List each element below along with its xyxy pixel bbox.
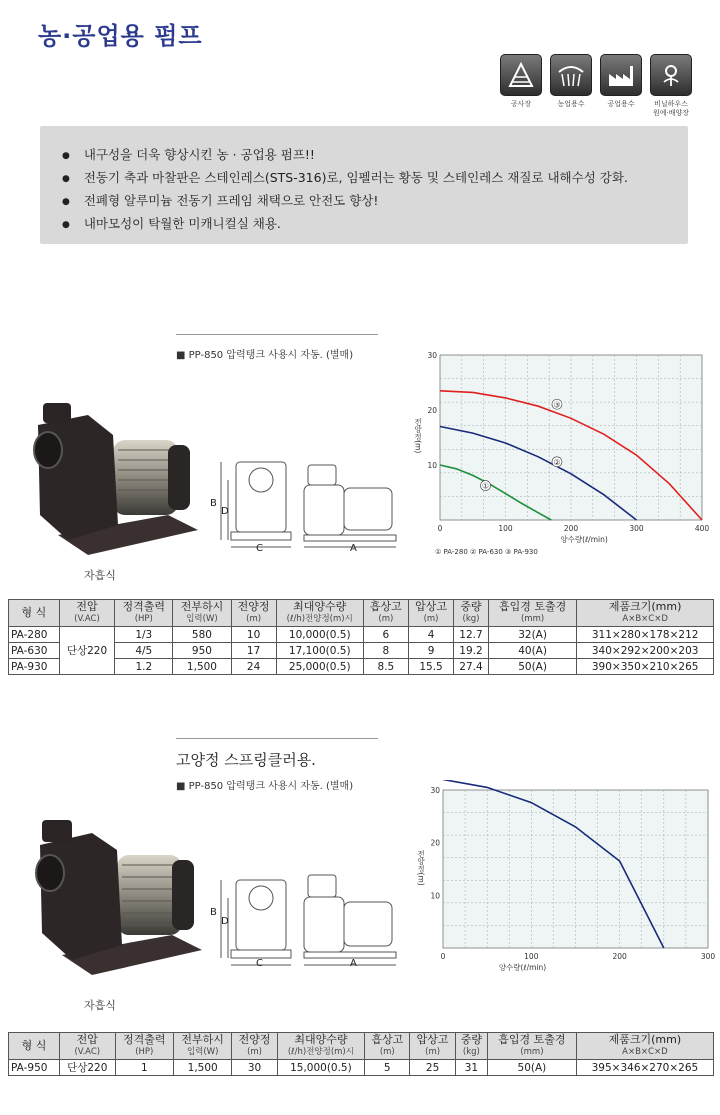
table-cell: 5 <box>365 1060 410 1076</box>
section-divider <box>176 334 378 335</box>
cell-voltage: 단상220 <box>59 627 114 675</box>
header-cell: 중량 (kg) <box>455 1033 487 1060</box>
table-cell: 32(A) <box>488 627 576 643</box>
cell-model: PA-280 <box>9 627 60 643</box>
category-farm-water <box>548 54 594 118</box>
greenhouse-plant-icon <box>650 54 692 96</box>
dim-label-b: B <box>210 498 217 509</box>
page-title: 농·공업용 펌프 <box>38 22 203 50</box>
table-cell: 25,000(0.5) <box>276 659 363 675</box>
pump-caption: 자흡식 <box>84 999 116 1012</box>
table-cell: 30 <box>232 1060 277 1076</box>
table-cell: 1 <box>115 1060 173 1076</box>
dim-label-c: C <box>256 543 263 554</box>
chart-legend: ① PA-280 ② PA-630 ③ PA-930 <box>435 548 538 556</box>
spec-table-2 <box>8 1032 714 1076</box>
y-axis-label: 전양정(m) <box>416 850 426 886</box>
x-tick-label: 200 <box>563 524 579 533</box>
feature-item: ● 전폐형 알루미늄 전동기 프레임 채택으로 안전도 향상! <box>62 190 688 213</box>
table-cell: 19.2 <box>454 643 489 659</box>
table-cell: 10,000(0.5) <box>276 627 363 643</box>
table-cell: 25 <box>410 1060 455 1076</box>
table-row <box>9 643 714 659</box>
header-cell: 제품크기(mm) A×B×C×D <box>576 1033 713 1060</box>
table-cell: 6 <box>363 627 408 643</box>
feature-item: ● 내마모성이 탁월한 미캐니컬실 채용. <box>62 213 688 236</box>
x-tick-label: 200 <box>612 952 627 961</box>
series-label: ③ <box>553 400 561 410</box>
pump-image <box>22 805 212 980</box>
dimension-drawing <box>206 860 416 975</box>
dim-label-d: D <box>221 506 229 517</box>
dim-label-d: D <box>221 916 229 927</box>
header-cell: 정격출력 (HP) <box>115 600 173 627</box>
section2-heading: 고양정 스프링클러용. <box>176 751 316 769</box>
header-cell: 최대양수량 (ℓ/h)전양정(m)시 <box>277 1033 364 1060</box>
category-label: 공사장 <box>510 100 532 108</box>
cell-model: PA-930 <box>9 659 60 675</box>
table-cell: 395×346×270×265 <box>576 1060 713 1076</box>
table-cell: 24 <box>231 659 276 675</box>
table-header-row <box>9 1033 714 1060</box>
table-cell: 40(A) <box>488 643 576 659</box>
table-cell: 15,000(0.5) <box>277 1060 364 1076</box>
header-cell: 흡입경 토출경 (mm) <box>488 600 576 627</box>
cell-model: PA-630 <box>9 643 60 659</box>
table-cell: 4 <box>408 627 453 643</box>
table-cell: 1,500 <box>173 1060 231 1076</box>
x-tick-label: 300 <box>629 524 644 533</box>
section-divider <box>176 738 378 739</box>
cell-model: PA-950 <box>9 1060 60 1076</box>
header-cell: 흡상고 (m) <box>365 1033 410 1060</box>
x-tick-label: 0 <box>440 952 446 961</box>
table-cell: 9 <box>408 643 453 659</box>
table-row <box>9 659 714 675</box>
table-row <box>9 627 714 643</box>
table-row <box>9 1060 714 1076</box>
category-icons <box>498 54 694 118</box>
x-tick-label: 300 <box>700 952 716 961</box>
performance-chart-2 <box>405 780 720 980</box>
section1-note: ■ PP-850 압력탱크 사용시 자동. (별매) <box>176 350 354 361</box>
cell-voltage: 단상220 <box>59 1060 115 1076</box>
category-label: 농업용수 <box>557 100 585 108</box>
y-tick-label: 30 <box>427 351 437 360</box>
header-cell: 전압 (V.AC) <box>59 600 114 627</box>
table-cell: 580 <box>173 627 231 643</box>
header-cell: 전양정 (m) <box>231 600 276 627</box>
table-cell: 950 <box>173 643 231 659</box>
pump-caption: 자흡식 <box>84 569 116 582</box>
spec-table-1 <box>8 599 714 675</box>
x-tick-label: 100 <box>498 524 513 533</box>
table-cell: 1,500 <box>173 659 231 675</box>
header-cell: 전부하시 입력(W) <box>173 600 231 627</box>
y-tick-label: 10 <box>430 891 440 901</box>
table-cell: 8.5 <box>363 659 408 675</box>
feature-item: ● 전동기 축과 마찰판은 스테인레스(STS-316)로, 임펠러는 황동 및 스테인레스 재질로 내해수성 강화. <box>62 167 688 190</box>
x-tick-label: 0 <box>437 524 443 533</box>
feature-list <box>40 126 688 236</box>
table-cell: 390×350×210×265 <box>577 659 714 675</box>
x-tick-label: 400 <box>694 524 710 533</box>
y-tick-label: 30 <box>430 786 440 795</box>
dimension-drawing <box>206 450 416 555</box>
table-cell: 340×292×200×203 <box>577 643 714 659</box>
header-cell: 정격출력 (HP) <box>115 1033 173 1060</box>
series-label: ① <box>481 481 490 491</box>
category-label: 비닐하우스 원예·배양장 <box>652 100 690 117</box>
feature-item: ● 내구성을 더욱 향상시킨 농 · 공업용 펌프!! <box>62 144 688 167</box>
header-cell: 제품크기(mm) A×B×C×D <box>577 600 714 627</box>
header-cell: 전압 (V.AC) <box>59 1033 115 1060</box>
header-cell: 최대양수량 (ℓ/h)전양정(m)시 <box>276 600 363 627</box>
header-cell: 전양정 (m) <box>232 1033 277 1060</box>
header-cell: 압상고 (m) <box>408 600 453 627</box>
table-cell: 17 <box>231 643 276 659</box>
table-cell: 50(A) <box>488 659 576 675</box>
feature-box <box>40 126 688 244</box>
y-axis-label: 전양정(m) <box>413 417 423 454</box>
performance-chart-1 <box>405 345 720 565</box>
table-cell: 311×280×178×212 <box>577 627 714 643</box>
pump-image <box>18 395 208 560</box>
header-cell: 형 식 <box>9 1033 60 1060</box>
x-tick-label: 100 <box>524 952 539 961</box>
table-cell: 1.2 <box>115 659 173 675</box>
x-axis-label: 양수량(ℓ/min) <box>498 963 547 972</box>
dim-label-a: A <box>350 543 357 554</box>
header-cell: 형 식 <box>9 600 60 627</box>
table-cell: 15.5 <box>408 659 453 675</box>
dim-label-a: A <box>350 958 357 969</box>
table-cell: 17,100(0.5) <box>276 643 363 659</box>
dim-label-c: C <box>256 958 263 969</box>
header-cell: 흡상고 (m) <box>363 600 408 627</box>
table-cell: 31 <box>455 1060 487 1076</box>
construction-icon <box>500 54 542 96</box>
table-cell: 1/3 <box>115 627 173 643</box>
category-industrial-water <box>598 54 644 118</box>
header-cell: 중량 (kg) <box>454 600 489 627</box>
plot-area <box>443 790 708 948</box>
table-cell: 12.7 <box>454 627 489 643</box>
section2-note: ■ PP-850 압력탱크 사용시 자동. (별매) <box>176 781 354 792</box>
header-cell: 압상고 (m) <box>410 1033 455 1060</box>
category-label: 공업용수 <box>607 100 635 108</box>
factory-icon <box>600 54 642 96</box>
table-cell: 27.4 <box>454 659 489 675</box>
category-greenhouse <box>648 54 694 118</box>
dim-label-b: B <box>210 907 217 918</box>
farm-water-icon <box>550 54 592 96</box>
x-axis-label: 양수량(ℓ/min) <box>560 535 608 544</box>
header-cell: 전부하시 입력(W) <box>173 1033 231 1060</box>
table-cell: 4/5 <box>115 643 173 659</box>
y-tick-label: 10 <box>427 461 437 470</box>
category-construction <box>498 54 544 118</box>
y-tick-label: 20 <box>430 838 440 848</box>
header-cell: 흡입경 토출경 (mm) <box>488 1033 577 1060</box>
table-cell: 10 <box>231 627 276 643</box>
table-cell: 50(A) <box>488 1060 577 1076</box>
y-tick-label: 20 <box>427 406 437 415</box>
series-label: ② <box>553 457 561 467</box>
table-cell: 8 <box>363 643 408 659</box>
table-header-row <box>9 600 714 627</box>
